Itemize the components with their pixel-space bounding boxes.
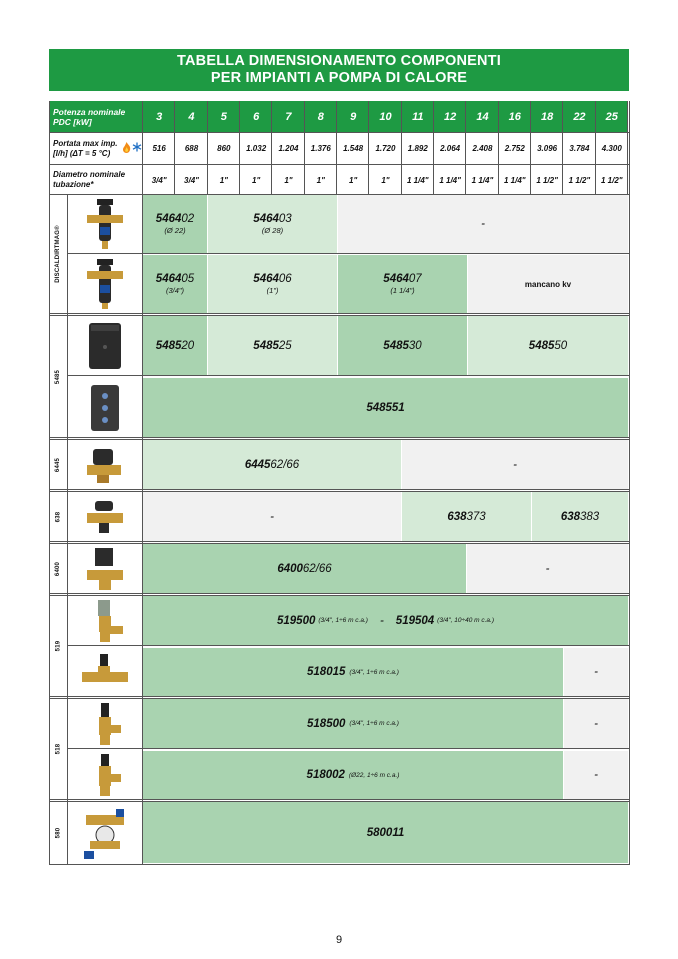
power-cell: 11 (402, 101, 434, 132)
product-644562[interactable]: 644562/66 (143, 440, 401, 489)
grid-vline (239, 101, 240, 195)
product-518002[interactable]: 518002 (Ø22, 1÷6 m c.a.) (143, 751, 563, 799)
power-cell: 10 (369, 101, 401, 132)
diameter-cell: 1" (219, 175, 228, 185)
power-cell: 8 (305, 101, 337, 132)
power-cell: 4 (175, 101, 207, 132)
flow-cell: 1.548 (343, 144, 364, 153)
diameter-cell: 1" (381, 175, 390, 185)
not-available: - (143, 492, 401, 541)
grid-hline (49, 489, 629, 490)
insulation-shell-image (68, 316, 142, 375)
diameter-cell: 1 1/2" (568, 175, 591, 185)
grid-hline (68, 748, 629, 749)
flow-cell: 1.892 (407, 144, 428, 153)
grid-vline (304, 101, 305, 195)
diameter-cell: 1 1/4" (406, 175, 429, 185)
not-available: - (564, 699, 628, 748)
grid-hline (68, 645, 629, 646)
flow-label (49, 133, 142, 164)
power-cell: 22 (563, 101, 595, 132)
grid-vline (627, 101, 628, 195)
discaldirtmag-vertical-image (68, 195, 142, 253)
flow-label-text: Portata max imp. [l/h] (ΔT = 5 °C) (53, 138, 118, 158)
grid-vline (142, 195, 143, 864)
grid-vline (433, 101, 434, 195)
group-580011-image (68, 802, 142, 863)
insulation-shell-open-image (68, 378, 142, 437)
diameter-cell: 1 1/4" (503, 175, 526, 185)
title-line-1: TABELLA DIMENSIONAMENTO COMPONENTI (177, 53, 501, 69)
power-cell: 9 (337, 101, 369, 132)
grid-hline (49, 864, 630, 865)
grid-hline (49, 132, 629, 133)
flow-cell: 1.376 (310, 144, 331, 153)
grid-hline (49, 313, 629, 314)
diameter-label: Diametro nominale tubazione* (53, 170, 126, 189)
safety-valve-518002-image (68, 751, 142, 799)
power-cell: 7 (272, 101, 304, 132)
not-available: - (338, 195, 628, 253)
missing-kv-note: mancano kv (468, 255, 628, 313)
grid-hline (49, 696, 629, 697)
diameter-cell: 1 1/4" (439, 175, 461, 185)
valve-6445-image (68, 440, 142, 489)
diameter-cell: 1 1/2" (600, 175, 623, 185)
group-5485: 5485 (55, 369, 61, 384)
valve-638-image (68, 492, 142, 541)
valve-6400-image (68, 544, 142, 593)
power-cell: 18 (531, 101, 563, 132)
product-548525[interactable]: 548525 (208, 316, 337, 375)
grid-vline (629, 101, 630, 864)
group-518: 518 (55, 743, 61, 755)
not-available: - (467, 544, 628, 593)
page-number: 9 (335, 934, 343, 946)
flow-cell: 688 (184, 144, 199, 153)
power-label: Potenza nominale PDC [kW] (49, 101, 142, 132)
diameter-cell: 3/4" (184, 175, 199, 185)
product-546402[interactable]: 546402 (Ø 22) (143, 195, 207, 253)
product-546405[interactable]: 546405 (3/4") (143, 255, 207, 313)
flow-cell: 1.204 (278, 144, 299, 153)
grid-hline (49, 439, 629, 440)
flow-cell: 516 (152, 144, 166, 153)
group-638: 638 (55, 511, 61, 522)
product-580011[interactable]: 580011 (143, 802, 628, 863)
flow-cell: 860 (217, 144, 231, 153)
title-line-2: PER IMPIANTI A POMPA DI CALORE (210, 70, 468, 86)
grid-hline (49, 801, 629, 802)
bypass-valve-518015-image (68, 648, 142, 696)
power-cell: 14 (466, 101, 498, 132)
product-518015[interactable]: 518015 (3/4", 1÷6 m c.a.) (143, 648, 563, 696)
not-available: - (564, 751, 628, 799)
diameter-cell: 1" (349, 175, 358, 185)
diameter-cell: 1 1/4" (471, 175, 494, 185)
flow-cell: 2.408 (472, 144, 493, 153)
discaldirtmag-horizontal-image (68, 255, 142, 313)
grid-vline (271, 101, 272, 195)
diameter-cell: 1 1/2" (536, 175, 558, 185)
flame-icon (122, 142, 131, 156)
power-cell: 12 (434, 101, 466, 132)
product-548550[interactable]: 548550 (468, 316, 628, 375)
product-638373[interactable]: 638373 (402, 492, 531, 541)
bypass-valve-519-image (68, 596, 142, 645)
diameter-cell: 1" (284, 175, 293, 185)
product-638383[interactable]: 638383 (532, 492, 628, 541)
not-available: - (564, 648, 628, 696)
group-discaldirtmag: DISCALDIRTMAG® (55, 225, 61, 283)
product-546406[interactable]: 546406 (1") (208, 255, 337, 313)
diameter-cell: 3/4" (151, 175, 167, 185)
flow-cell: 3.784 (569, 144, 590, 153)
table-title (49, 49, 629, 91)
flow-cell: 1.720 (375, 144, 396, 153)
flow-cell: 2.064 (440, 144, 461, 153)
grid-vline (595, 101, 596, 195)
grid-hline (49, 437, 629, 438)
grid-vline (142, 101, 143, 195)
grid-hline (49, 543, 629, 544)
grid-hline (49, 315, 629, 316)
grid-vline (465, 101, 466, 195)
product-546407[interactable]: 546407 (1 1/4") (338, 255, 467, 313)
grid-hline (49, 164, 629, 165)
grid-vline (562, 101, 563, 195)
flow-cell: 2.752 (504, 144, 525, 153)
flow-cell: 4.300 (601, 144, 622, 153)
power-cell: 6 (240, 101, 272, 132)
flow-cell: 1.032 (246, 144, 267, 153)
product-548551[interactable]: 548551 (143, 378, 628, 437)
grid-vline (67, 195, 68, 864)
product-519500-519504[interactable]: 519500 (3/4", 1÷6 m c.a.) - 519504 (3/4", 10÷40 m c.a.) (143, 596, 628, 645)
grid-hline (49, 799, 629, 800)
grid-hline (49, 541, 629, 542)
diameter-cell: 1" (252, 175, 261, 185)
grid-vline (401, 101, 402, 195)
product-518500[interactable]: 518500 (3/4", 1÷6 m c.a.) (143, 699, 563, 748)
product-640062[interactable]: 640062/66 (143, 544, 466, 593)
safety-valve-518500-image (68, 699, 142, 748)
group-519: 519 (55, 640, 61, 652)
product-548520[interactable]: 548520 (143, 316, 207, 375)
grid-hline (49, 194, 629, 195)
grid-vline (207, 101, 208, 195)
power-cell: 16 (499, 101, 531, 132)
grid-hline (49, 593, 629, 594)
grid-vline (336, 101, 337, 195)
grid-hline (49, 491, 629, 492)
diameter-cell: 1" (316, 175, 325, 185)
power-cell: 3 (143, 101, 175, 132)
grid-vline (368, 101, 369, 195)
grid-vline (498, 101, 499, 195)
grid-hline (49, 595, 629, 596)
not-available: - (402, 440, 628, 489)
grid-hline (68, 253, 629, 254)
grid-vline (530, 101, 531, 195)
product-546403[interactable]: 546403 (Ø 28) (208, 195, 337, 253)
power-cell: 25 (596, 101, 628, 132)
group-6400: 6400 (55, 561, 61, 576)
group-6445: 6445 (55, 457, 61, 472)
power-cell: 5 (208, 101, 240, 132)
grid-vline (49, 101, 50, 864)
group-580: 580 (55, 827, 61, 838)
grid-hline (49, 698, 629, 699)
product-548530[interactable]: 548530 (338, 316, 467, 375)
snowflake-icon (132, 142, 142, 155)
grid-vline (174, 101, 175, 195)
grid-hline (68, 375, 629, 376)
flow-cell: 3.096 (537, 144, 558, 153)
